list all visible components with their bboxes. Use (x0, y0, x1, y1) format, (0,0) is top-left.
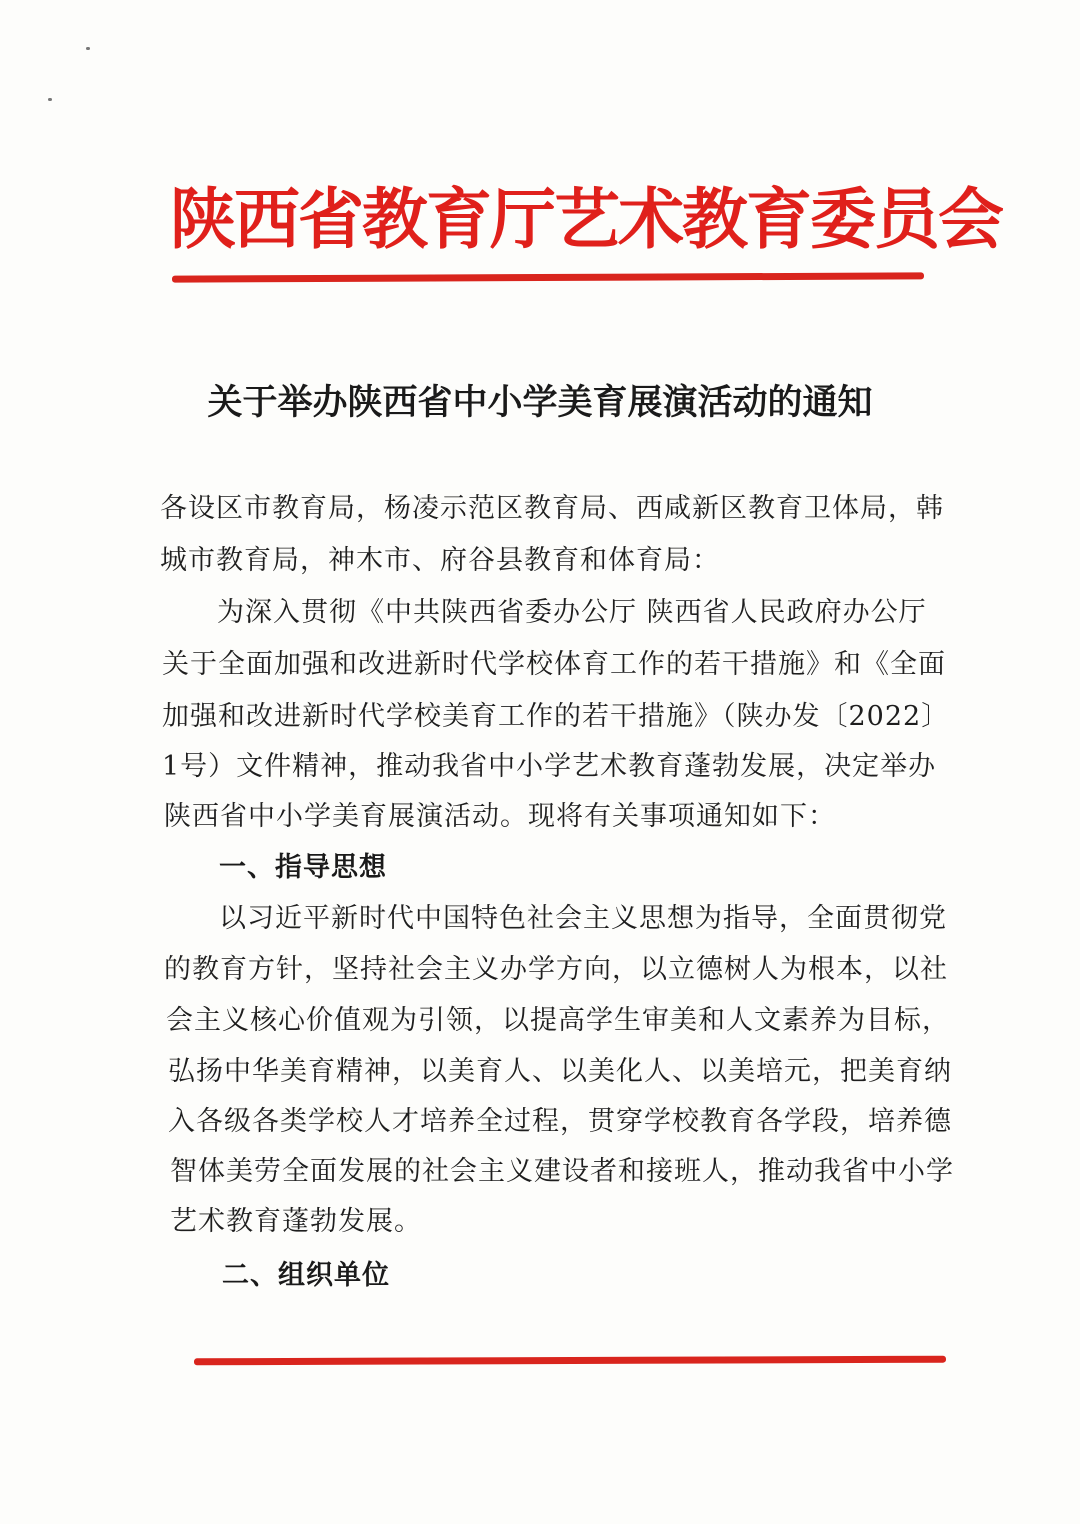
intro-line: 关于全面加强和改进新时代学校体育工作的若干措施》和《全面 (162, 649, 946, 680)
addressee-line: 城市教育局，神木市、府谷县教育和体育局： (160, 545, 720, 576)
intro-line: 加强和改进新时代学校美育工作的若干措施》（陕办发〔2022〕 (162, 701, 950, 732)
scan-speck (86, 47, 90, 50)
section1-line: 以习近平新时代中国特色社会主义思想为指导，全面贯彻党 (219, 903, 947, 934)
section-heading-organizers: 二、组织单位 (222, 1260, 390, 1291)
intro-line: 1号）文件精神，推动我省中小学艺术教育蓬勃发展，决定举办 (162, 751, 937, 782)
section1-line: 弘扬中华美育精神，以美育人、以美化人、以美培元，把美育纳 (168, 1056, 952, 1087)
intro-line: 陕西省中小学美育展演活动。现将有关事项通知如下： (164, 801, 836, 832)
section1-line: 会主义核心价值观为引领，以提高学生审美和人文素养为目标， (166, 1005, 950, 1036)
section1-line: 智体美劳全面发展的社会主义建设者和接班人，推动我省中小学 (170, 1156, 954, 1187)
scan-speck (48, 98, 52, 101)
section1-line: 艺术教育蓬勃发展。 (170, 1206, 422, 1237)
organization-header: 陕西省教育厅艺术教育委员会 (170, 181, 1002, 258)
intro-line: 为深入贯彻《中共陕西省委办公厅 陕西省人民政府办公厅 (217, 597, 927, 628)
section-heading-guiding-ideology: 一、指导思想 (219, 852, 387, 883)
notice-title: 关于举办陕西省中小学美育展演活动的通知 (207, 382, 873, 423)
header-red-rule (172, 272, 924, 282)
footer-red-rule (194, 1356, 946, 1366)
section1-line: 入各级各类学校人才培养全过程，贯穿学校教育各学段，培养德 (168, 1106, 952, 1137)
section1-line: 的教育方针，坚持社会主义办学方向，以立德树人为根本，以社 (164, 954, 948, 985)
addressee-line: 各设区市教育局，杨凌示范区教育局、西咸新区教育卫体局，韩 (160, 493, 944, 524)
